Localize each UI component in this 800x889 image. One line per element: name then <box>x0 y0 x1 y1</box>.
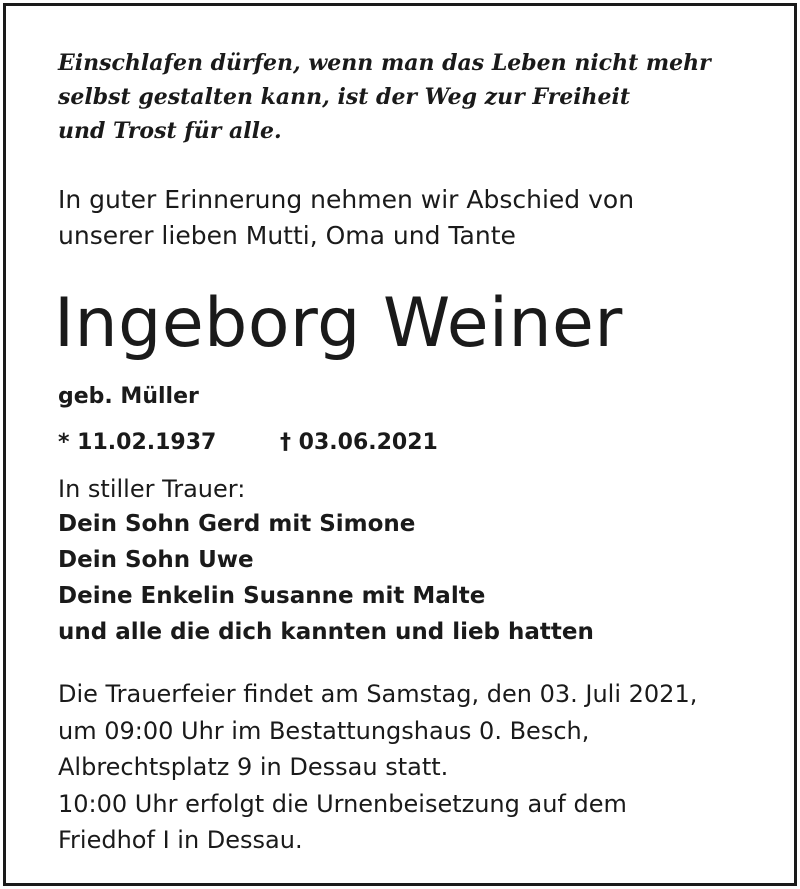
deceased-name: Ingeborg Weiner <box>54 284 623 363</box>
birth-date: * 11.02.1937 <box>58 430 217 455</box>
mourner: Deine Enkelin Susanne mit Malte <box>58 583 486 609</box>
life-dates <box>58 426 438 460</box>
obituary-frame <box>3 3 797 886</box>
intro-text <box>58 182 634 254</box>
quote-line: und Trost für alle. <box>58 118 282 144</box>
intro-line: In guter Erinnerung nehmen wir Abschied von <box>58 185 635 214</box>
quote-line: Einschlafen dürfen, wenn man das Leben nicht mehr <box>58 50 711 76</box>
mourner: Dein Sohn Gerd mit Simone <box>58 511 416 537</box>
service-info <box>58 676 697 859</box>
birth-name: geb. Müller <box>58 384 199 409</box>
service-line: um 09:00 Uhr im Bestattungshaus 0. Besch, <box>58 716 590 745</box>
mourner: und alle die dich kannten und lieb hatten <box>58 619 594 645</box>
quote-line: selbst gestalten kann, ist der Weg zur Freiheit <box>58 84 631 110</box>
service-line: 10:00 Uhr erfolgt die Urnenbeisetzung auf dem <box>58 789 627 818</box>
service-line: Friedhof I in Dessau. <box>58 826 303 854</box>
death-date: † 03.06.2021 <box>280 430 438 455</box>
mourner: Dein Sohn Uwe <box>58 547 254 573</box>
mourning-label: In stiller Trauer: <box>58 475 246 503</box>
mourners-list <box>58 506 594 650</box>
memorial-quote <box>58 46 711 148</box>
service-line: Albrechtsplatz 9 in Dessau statt. <box>58 753 449 781</box>
service-line: Die Trauerfeier findet am Samstag, den 03. Juli 2021, <box>58 680 698 708</box>
intro-line: unserer lieben Mutti, Oma und Tante <box>58 221 516 250</box>
